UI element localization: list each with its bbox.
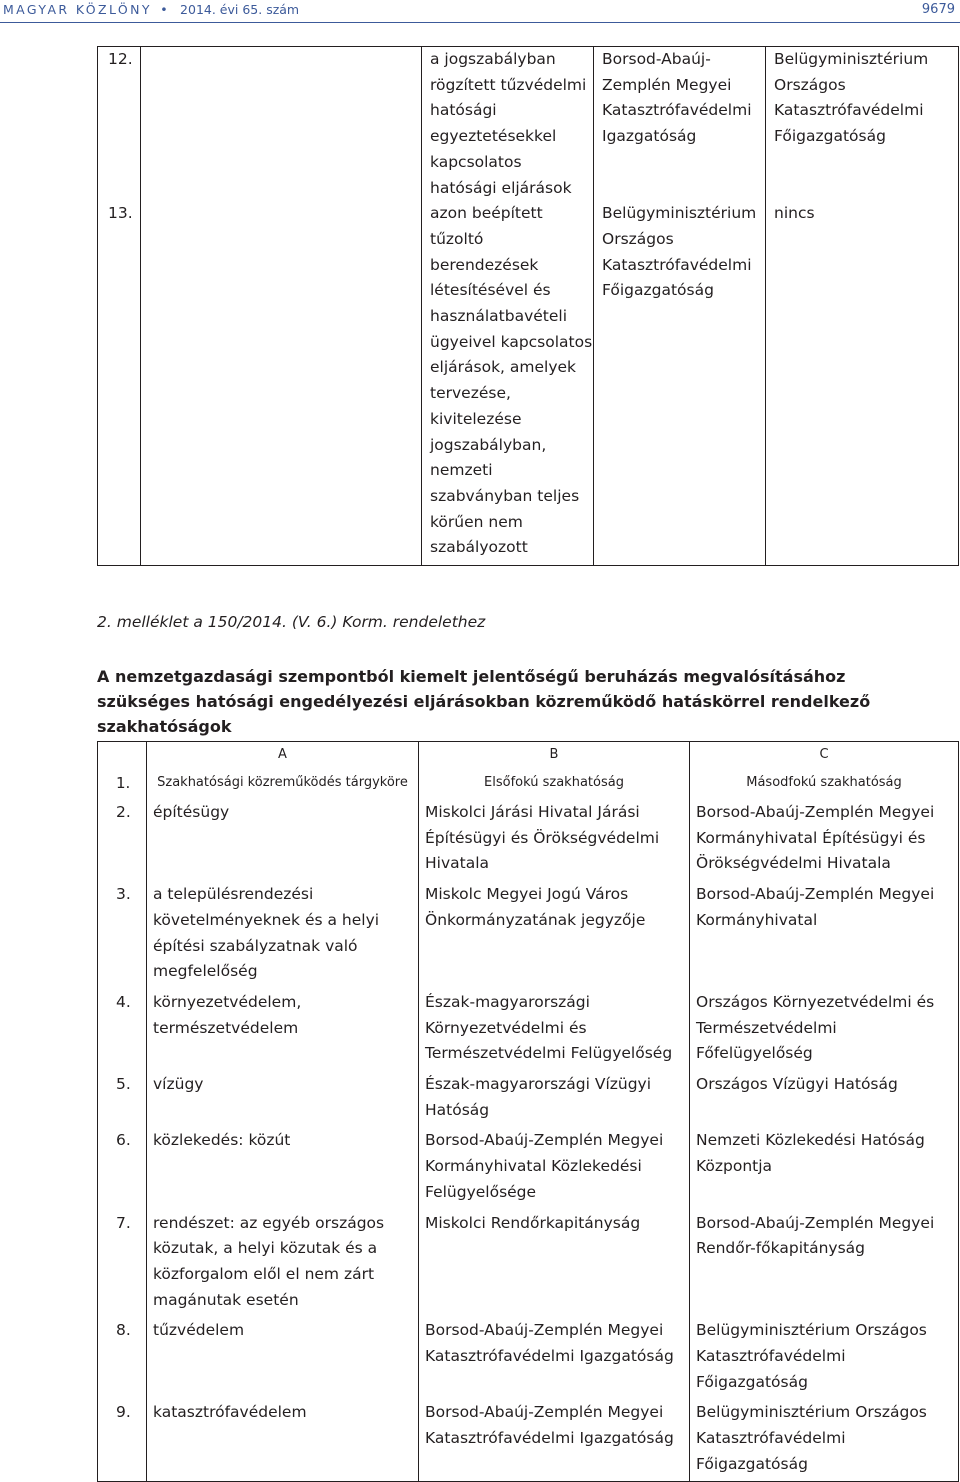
row-number: 8. [98,1316,147,1398]
cell-procedure: azon beépített tűzoltó berendezések létesítésével és használatbavételi ügyeivel kapcsolatos eljárások, amelyek tervezése, kivitelezése jogszabályban, nemzeti szabványban teljes körűen nem szabályozott [422,201,594,565]
table-row [98,1126,959,1208]
row-number: 3. [98,880,147,988]
table-row [98,1070,959,1126]
cell-first-instance: Borsod-Abaúj-Zemplén Megyei Kormányhivatal Közlekedési Felügyelősége [419,1126,690,1208]
header-first-instance: Elsőfokú szakhatóság [419,768,690,798]
cell-subject: vízügy [147,1070,419,1126]
header-rule [0,22,960,23]
cell-second-instance: Országos Környezetvédelmi és Természetvédelmi Főfelügyelőség [690,988,959,1070]
cell-subject: építésügy [147,798,419,880]
cell-second-instance: Belügyminisztérium Országos Katasztrófavédelmi Főigazgatóság [690,1316,959,1398]
column-header-row [98,768,959,798]
cell-subject: a településrendezési követelményeknek és a helyi építési szabályzatnak való megfelelőség [147,880,419,988]
cell-second-instance: Belügyminisztérium Országos Katasztrófavédelmi Főigazgatóság [690,1398,959,1481]
row-number: 1. [98,768,147,798]
table-row [98,1316,959,1398]
annex-heading: 2. melléklet a 150/2014. (V. 6.) Korm. rendelethez [97,613,486,631]
cell-subject: tűzvédelem [147,1316,419,1398]
page-number: 9679 [921,2,955,17]
cell-second-instance: Nemzeti Közlekedési Hatóság Központja [690,1126,959,1208]
header-subject: Szakhatósági közreműködés tárgyköre [147,768,419,798]
running-head [3,2,299,17]
table-row [98,1209,959,1317]
cell-subject: rendészet: az egyéb országos közutak, a helyi közutak és a közforgalom elől el nem zárt magánutak esetén [147,1209,419,1317]
cell-first-instance: Miskolc Megyei Jogú Város Önkormányzatának jegyzője [419,880,690,988]
table-row [98,201,959,565]
table-row [98,47,959,202]
column-letter-a: A [147,742,419,769]
row-number: 13. [98,201,141,565]
column-letter-b: B [419,742,690,769]
cell-second-instance: Borsod-Abaúj-Zemplén Megyei Rendőr-főkapitányság [690,1209,959,1317]
cell-second-instance: nincs [766,201,959,565]
cell-second-instance: Belügyminisztérium Országos Katasztrófavédelmi Főigazgatóság [766,47,959,202]
cell-second-instance: Országos Vízügyi Hatóság [690,1070,959,1126]
cell-first-instance: Észak-magyarországi Vízügyi Hatóság [419,1070,690,1126]
cell-empty [141,201,422,565]
section-title: A nemzetgazdasági szempontból kiemelt jelentőségű beruházás megvalósításához szükséges hatósági engedélyezési eljárásokban közreműködő hatáskörrel rendelkező szakhatóságok [97,667,871,736]
table-row [98,1398,959,1481]
header-second-instance: Másodfokú szakhatóság [690,768,959,798]
column-letter-row [98,742,959,769]
cell-subject: környezetvédelem, természetvédelem [147,988,419,1070]
cell-first-instance: Belügyminisztérium Országos Katasztrófavédelmi Főigazgatóság [594,201,766,565]
row-number: 2. [98,798,147,880]
column-letter-c: C [690,742,959,769]
page-header [0,0,960,20]
row-number: 6. [98,1126,147,1208]
cell-subject: közlekedés: közút [147,1126,419,1208]
separator-dot: • [160,2,168,17]
cell-first-instance: Miskolci Járási Hivatal Járási Építésügyi és Örökségvédelmi Hivatala [419,798,690,880]
table-row [98,988,959,1070]
table-row [98,798,959,880]
cell-second-instance: Borsod-Abaúj-Zemplén Megyei Kormányhivatal [690,880,959,988]
cell-first-instance: Észak-magyarországi Környezetvédelmi és Természetvédelmi Felügyelőség [419,988,690,1070]
issue-label: 2014. évi 65. szám [180,2,300,17]
cell-procedure: a jogszabályban rögzített tűzvédelmi hatósági egyeztetésekkel kapcsolatos hatósági eljárások [422,47,594,202]
corner-cell [98,742,147,769]
row-number: 9. [98,1398,147,1481]
table-row [98,880,959,988]
publication-name: MAGYAR KÖZLÖNY [3,2,152,17]
row-number: 12. [98,47,141,202]
cell-first-instance: Borsod-Abaúj-Zemplén Megyei Katasztrófavédelmi Igazgatóság [594,47,766,202]
cell-empty [141,47,422,202]
cell-first-instance: Miskolci Rendőrkapitányság [419,1209,690,1317]
cell-first-instance: Borsod-Abaúj-Zemplén Megyei Katasztrófavédelmi Igazgatóság [419,1398,690,1481]
specialist-authorities-table [97,741,959,1482]
row-number: 7. [98,1209,147,1317]
cell-second-instance: Borsod-Abaúj-Zemplén Megyei Kormányhivatal Építésügyi és Örökségvédelmi Hivatala [690,798,959,880]
row-number: 4. [98,988,147,1070]
authority-table-continued [97,46,959,566]
row-number: 5. [98,1070,147,1126]
cell-first-instance: Borsod-Abaúj-Zemplén Megyei Katasztrófavédelmi Igazgatóság [419,1316,690,1398]
cell-subject: katasztrófavédelem [147,1398,419,1481]
